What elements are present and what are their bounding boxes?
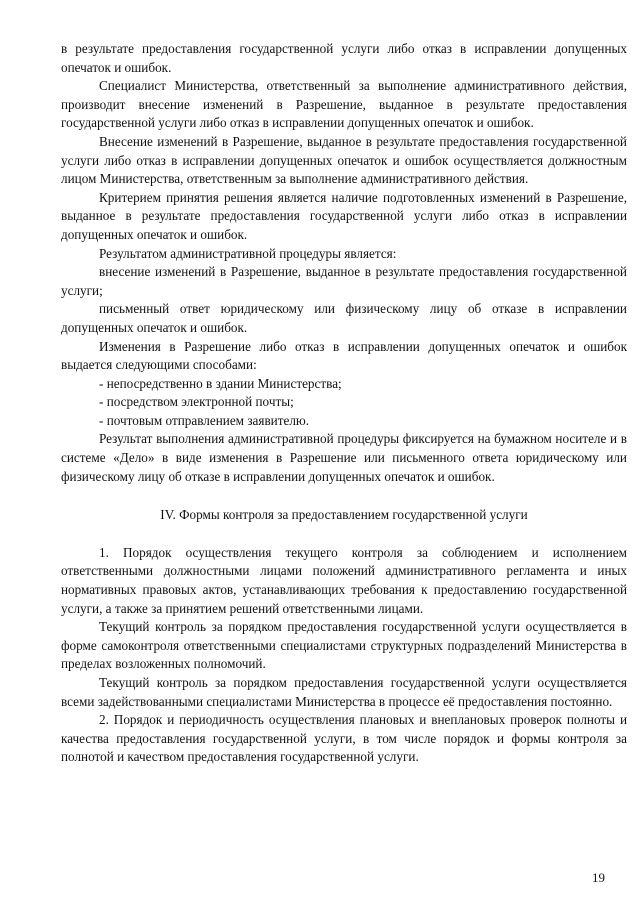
paragraph: Изменения в Разрешение либо отказ в исправлении допущенных опечаток и ошибок выдается следующими способами: bbox=[61, 338, 627, 373]
paragraph: 1. Порядок осуществления текущего контроля за соблюдением и исполнением ответственными должностными лицами положений административного регламента и иных нормативных правовых актов, устанавливающих требования к предоставлению государственной услуги, а также за принятием решений ответственными лицами. bbox=[61, 544, 627, 616]
paragraph: Результат выполнения административной процедуры фиксируется на бумажном носителе и в системе «Дело» в виде изменения в Разрешение или письменного ответа юридическому или физическому лицу об отказе в исправлении допущенных опечаток и ошибок. bbox=[61, 431, 627, 484]
body-text bbox=[61, 40, 627, 767]
paragraph: Критерием принятия решения является наличие подготовленных изменений в Разрешение, выданное в результате предоставления государственной услуги либо отказ в исправлении допущенных опечаток и ошибок. bbox=[61, 189, 627, 242]
paragraph: Результатом административной процедуры является: bbox=[99, 245, 397, 261]
paragraph: внесение изменений в Разрешение, выданное в результате предоставления государственной услуги; bbox=[61, 264, 627, 298]
list-item: - посредством электронной почты; bbox=[99, 394, 294, 410]
paragraph: 2. Порядок и периодичность осуществления плановых и внеплановых проверок полноты и качества предоставления государственной услуги, в том числе порядок и формы контроля за полнотой и качеством предоставления государственной услуги. bbox=[61, 712, 627, 765]
page-number: 19 bbox=[592, 870, 605, 885]
paragraph: письменный ответ юридическому или физическому лицу об отказе в исправлении допущенных опечаток и ошибок. bbox=[61, 301, 627, 335]
section-heading: IV. Формы контроля за предоставлением государственной услуги bbox=[160, 507, 528, 523]
paragraph: Текущий контроль за порядком предоставления государственной услуги осуществляется в форме самоконтроля ответственными специалистами структурных подразделений Министерства в пределах возложенных полномочий. bbox=[61, 619, 627, 672]
list-item: - непосредственно в здании Министерства; bbox=[99, 375, 342, 391]
paragraph: Специалист Министерства, ответственный за выполнение административного действия, производит внесение изменений в Разрешение, выданное в результате предоставления государственной услуги либо отказ в исправлении допущенных опечаток и ошибок. bbox=[61, 78, 627, 131]
list-item: - почтовым отправлением заявителю. bbox=[99, 412, 310, 428]
paragraph: Текущий контроль за порядком предоставления государственной услуги осуществляется всеми задействованными специалистами Министерства в процессе её предоставления постоянно. bbox=[61, 675, 627, 709]
paragraph: Внесение изменений в Разрешение, выданное в результате предоставления государственной услуги либо отказ в исправлении допущенных опечаток и ошибок осуществляется должностным лицом Министерства, ответственным за выполнение административного действия. bbox=[61, 133, 627, 187]
paragraph: в результате предоставления государственной услуги либо отказ в исправлении допущенных опечаток и ошибок. bbox=[61, 41, 627, 75]
